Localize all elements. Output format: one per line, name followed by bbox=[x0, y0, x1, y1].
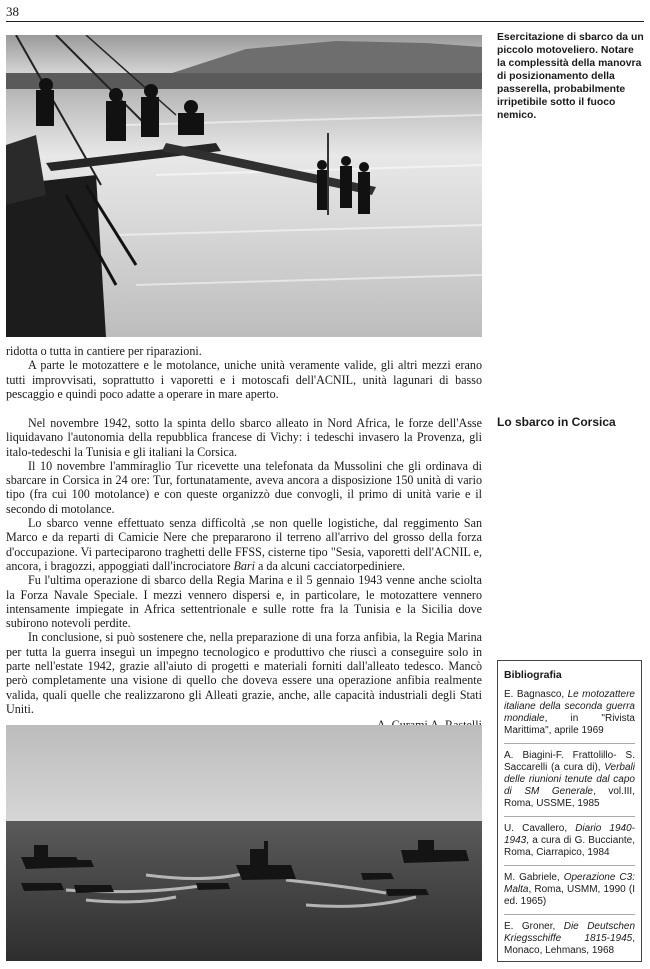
bibliography-divider bbox=[504, 914, 635, 915]
entry-publication: , Roma, USMM, 1990 (I ed. 1965) bbox=[504, 884, 635, 907]
entry-publication: , vol.III, Roma, USSME, 1985 bbox=[504, 786, 635, 809]
paragraph-3-part-a: Lo sbarco venne effettuato senza difficoltà ,se non quelle logistiche, dal reggimento San Marco e da reparti di Camicie Nere che prepararono il terreno all'arrivo del grosso della forza d'occupazione. Vi parteciparono traghetti delle FFSS, cisterne tipo "Sesia, vaporetti dell'ACNIL e, ancora, i bragozzi, appoggiati dall'incrociatore bbox=[6, 516, 482, 573]
bibliography-entry bbox=[504, 689, 635, 737]
photo-boats-convoy bbox=[6, 725, 482, 961]
bibliography-entry bbox=[504, 750, 635, 810]
entry-publication: , a cura di G. Bucciante, Roma, Ciarrapico, 1984 bbox=[504, 835, 635, 858]
entry-title: Verbali delle riunioni tenute dal capo di SM Generale bbox=[504, 762, 635, 797]
paragraph-3 bbox=[6, 516, 482, 573]
entry-title: Le motozattere italiane della seconda guerra mondiale bbox=[504, 689, 635, 724]
entry-author: M. Gabriele, bbox=[504, 872, 564, 883]
bibliography-title: Bibliografia bbox=[504, 669, 562, 681]
entry-author: E. Groner, bbox=[504, 921, 564, 932]
paragraph-4: Fu l'ultima operazione di sbarco della Regia Marina e il 5 gennaio 1943 venne anche sciolta la Forza Navale Speciale. I mezzi vennero dispersi e, in particolare, le motozattere vennero intensamente impiegate in Africa settentrionale e sulle rotte fra la Tunisia e la Sicilia dove subirono notevoli perdite. bbox=[6, 573, 482, 631]
continuation-paragraph: A parte le motozattere e le motolance, uniche unità veramente valide, gli altri mezzi erano tutti improvvisati, soprattutto i vaporetti e i motoscafi dell'ACNIL, unità lagunari di basso pescaggio e quindi poco adatte a operare in mare aperto. bbox=[6, 358, 482, 401]
paragraph-2: Il 10 novembre l'ammiraglio Tur ricevette una telefonata da Mussolini che gli ordinava di sbarcare in Corsica in 24 ore: Tur, fortunatamente, aveva ancora a disposizione 150 unità di vario tipo (fra cui 100 motolance) e con queste organizzò due convogli, il primo di unità varie e il secondo di motolance. bbox=[6, 458, 482, 516]
bibliography-divider bbox=[504, 865, 635, 866]
entry-title: Die Deutschen Kriegsschiffe 1815-1945 bbox=[504, 921, 636, 944]
bibliography-box bbox=[497, 660, 642, 962]
header-rule bbox=[6, 21, 644, 22]
bibliography-entry bbox=[504, 872, 635, 908]
entry-author: E. Bagnasco, bbox=[504, 689, 568, 700]
entry-author: A. Biagini-F. Frattolillo- S. Saccarelli (a cura di), bbox=[504, 750, 635, 773]
ship-name: Bari bbox=[233, 558, 256, 573]
entry-title: Diario 1940-1943 bbox=[504, 823, 635, 846]
entry-publication: , in "Rivista Marittima", aprile 1969 bbox=[504, 713, 635, 736]
photo-landing-exercise bbox=[6, 35, 482, 337]
photo-caption: Esercitazione di sbarco da un piccolo motoveliero. Notare la complessità della manovra di posizionamento della passerella, probabilmente irripetibile sotto il fuoco nemico. bbox=[497, 32, 644, 121]
bibliography-entry bbox=[504, 921, 635, 957]
paragraph-3-part-b: a da alcuni cacciatorpediniere. bbox=[255, 558, 406, 573]
paragraph-1: Nel novembre 1942, sotto la spinta dello sbarco alleato in Nord Africa, le forze dell'Asse liquidavano l'autonomia della repubblica francese di Vichy: i tedeschi invasero la Provenza, gli italo-tedeschi la Tunisia e gli italiani la Corsica. bbox=[6, 416, 482, 459]
bibliography-divider bbox=[504, 743, 635, 744]
entry-publication: , Monaco, Lehmans, 1968 bbox=[504, 933, 635, 956]
continuation-text bbox=[6, 344, 482, 401]
bibliography-entry bbox=[504, 823, 635, 859]
entry-author: U. Cavallero, bbox=[504, 823, 576, 834]
section-body bbox=[6, 416, 482, 733]
section-heading: Lo sbarco in Corsica bbox=[497, 415, 616, 429]
continuation-line: ridotta o tutta in cantiere per riparazioni. bbox=[6, 344, 202, 358]
entry-title: Operazione C3: Malta bbox=[504, 872, 635, 895]
bibliography-divider bbox=[504, 816, 635, 817]
page-number: 38 bbox=[6, 4, 19, 19]
paragraph-5: In conclusione, si può sostenere che, nella preparazione di una forza anfibia, la Regia Marina per tutta la guerra inseguì un impegno tecnologico e produttivo che riuscì a conseguire solo in parte nell'estate 1942, grazie all'aiuto di progetti e materiali forniti dall'alleato tedesco. Mancò però completamente una visione di quello che doveva essere una operazione anfibia realmente valida, quali quelle che realizzarono gli Alleati grazie, anche, alle capacità industriali degli Stati Uniti. bbox=[6, 630, 482, 716]
